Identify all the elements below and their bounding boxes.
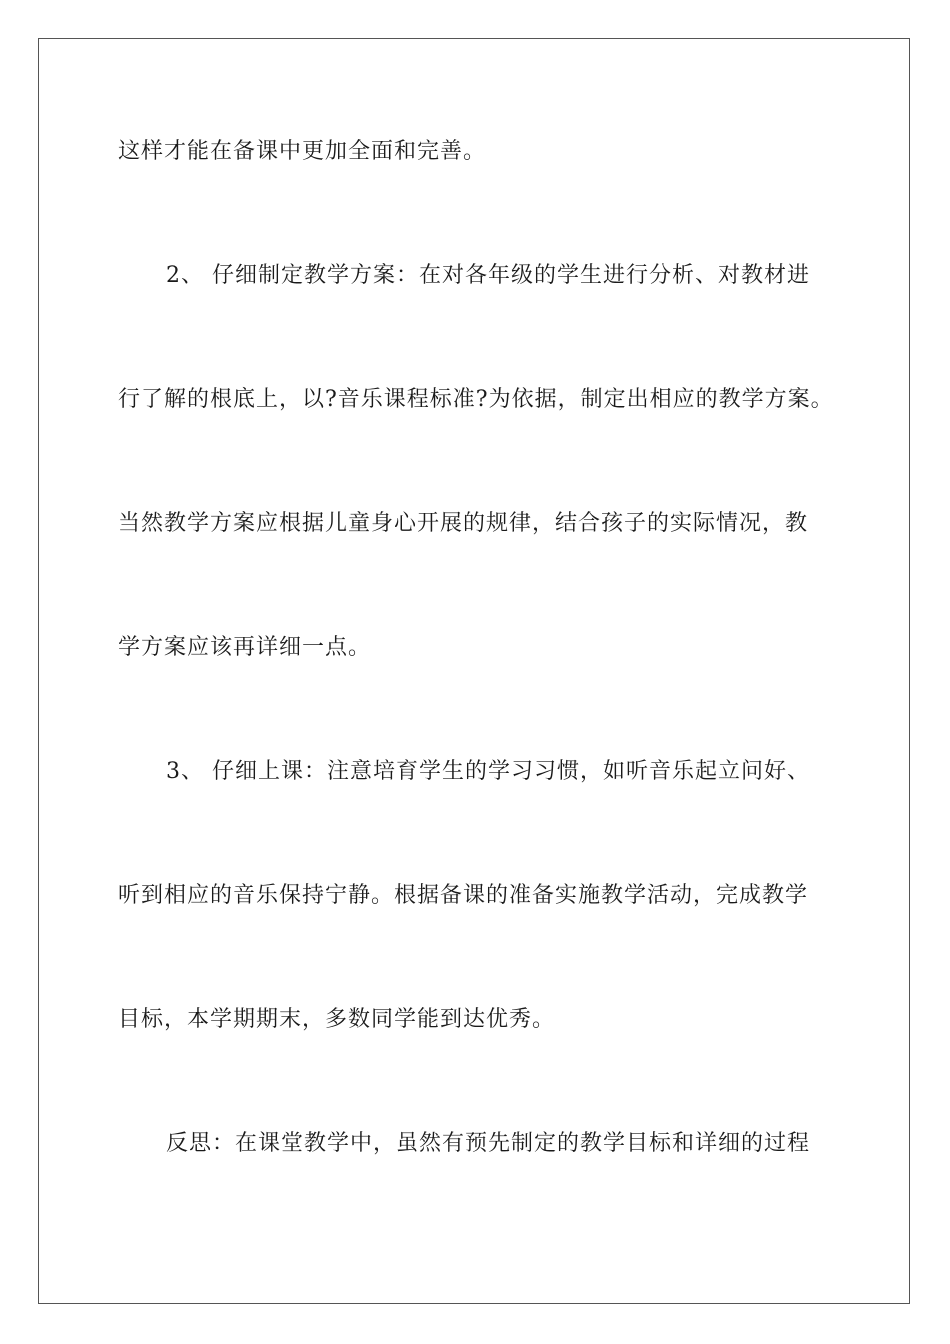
- text-line-8: 目标，本学期期末，多数同学能到达优秀。: [118, 1007, 556, 1032]
- list-number: 2、: [166, 263, 204, 288]
- text-line-1: 这样才能在备课中更加全面和完善。: [118, 139, 487, 164]
- list-item-text: 仔细上课：注意培育学生的学习习惯，如听音乐起立问好、: [212, 759, 811, 784]
- text-line-6: [166, 758, 886, 786]
- text-line-5: 学方案应该再详细一点。: [118, 635, 372, 660]
- text-line-2: [166, 262, 886, 290]
- text-line-9: 反思：在课堂教学中，虽然有预先制定的教学目标和详细的过程: [166, 1131, 811, 1156]
- list-item-text: 仔细制定教学方案：在对各年级的学生进行分析、对教材进: [212, 263, 811, 288]
- text-line-3: 行了解的根底上，以?音乐课程标准?为依据，制定出相应的教学方案。: [118, 387, 834, 412]
- page-border: [38, 38, 910, 1304]
- text-line-7: 听到相应的音乐保持宁静。根据备课的准备实施教学活动，完成教学: [118, 883, 809, 908]
- list-number: 3、: [166, 759, 204, 784]
- text-line-4: 当然教学方案应根据儿童身心开展的规律，结合孩子的实际情况，教: [118, 511, 809, 536]
